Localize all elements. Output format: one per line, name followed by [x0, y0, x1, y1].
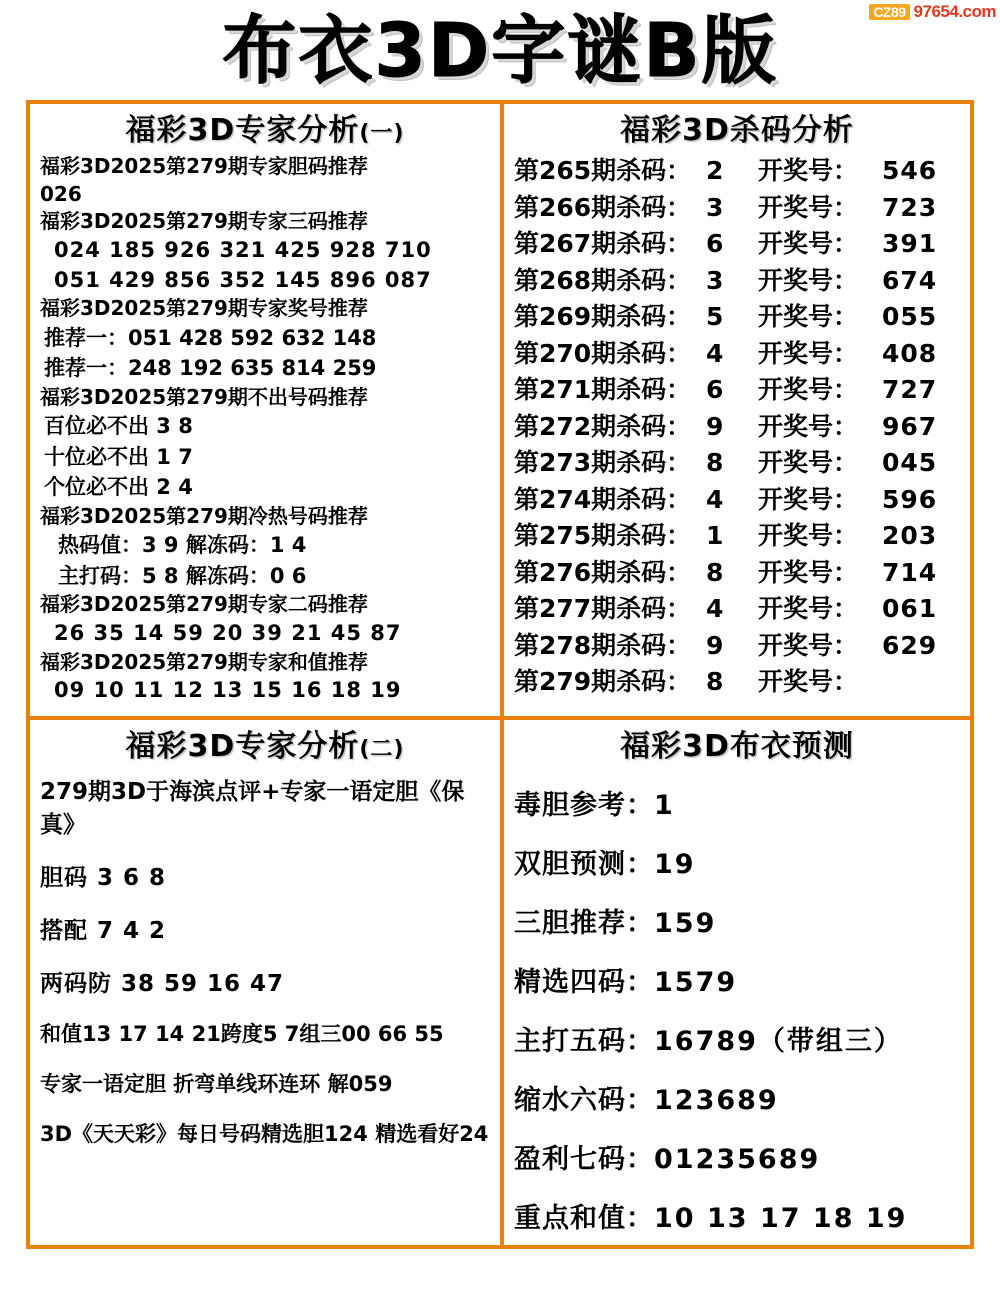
kill-period-label: 第276期杀码： — [514, 557, 692, 587]
open-number: 674 — [882, 265, 938, 295]
panel1-exclude-units: 个位必不出 2 4 — [44, 475, 193, 500]
panel3-line-1: 279期3D于海滨点评+专家一语定胆《保真》 — [40, 779, 465, 839]
table-row — [514, 299, 960, 336]
table-row — [514, 372, 960, 409]
watermark-tag: CZ89 — [869, 4, 909, 20]
panel3-daily-pick: 3D《天天彩》每日号码精选胆124 精选看好24 — [40, 1122, 489, 1147]
panel1-sum-recommend: 09 10 11 12 13 15 16 18 19 — [54, 678, 402, 703]
prediction-key: 缩水六码： — [514, 1085, 654, 1117]
watermark — [869, 2, 996, 22]
kill-value: 3 — [706, 265, 724, 295]
prediction-key: 主打五码： — [514, 1026, 654, 1058]
kill-value: 4 — [706, 484, 724, 514]
table-row — [514, 628, 960, 665]
kill-code-list — [514, 153, 960, 701]
open-label: 开奖号： — [758, 156, 859, 185]
panel3-title-text: 福彩3D专家分析 — [125, 729, 360, 765]
kill-value: 8 — [706, 557, 724, 587]
open-number: 546 — [882, 156, 938, 185]
panel3-title — [40, 730, 490, 763]
open-number: 391 — [882, 229, 938, 258]
kill-period-label: 第279期杀码： — [514, 667, 692, 696]
page-title: 布衣3D字谜B版 — [222, 8, 778, 94]
prediction-row — [514, 960, 960, 999]
open-number: 055 — [882, 302, 938, 331]
kill-period-label: 第265期杀码： — [514, 156, 692, 185]
table-row — [514, 409, 960, 446]
panel3-dan-code: 胆码 3 6 8 — [40, 865, 167, 892]
prediction-value: 19 — [654, 849, 696, 881]
kill-period-label: 第266期杀码： — [514, 192, 692, 222]
open-number: 045 — [882, 448, 938, 477]
prediction-row — [514, 901, 960, 940]
open-number: 727 — [882, 375, 938, 404]
open-number: 061 — [882, 594, 938, 623]
panel1-title-suffix: (一) — [359, 121, 405, 146]
panel1-exclude-tens: 十位必不出 1 7 — [44, 444, 193, 469]
kill-value: 9 — [706, 630, 724, 660]
panel3-expert-riddle: 专家一语定胆 折弯单线环连环 解059 — [40, 1072, 393, 1097]
open-label: 开奖号： — [758, 338, 859, 368]
kill-period-label: 第272期杀码： — [514, 411, 692, 441]
panel1-three-code-row-1: 024 185 926 321 425 928 710 — [54, 237, 432, 262]
panel1-lead-6: 福彩3D2025第279期专家二码推荐 — [40, 592, 368, 617]
open-label: 开奖号： — [758, 484, 859, 514]
prediction-key: 毒胆参考： — [514, 790, 654, 822]
panel-buyi-prediction — [504, 720, 970, 1245]
panel-kill-code-analysis — [504, 104, 970, 720]
kill-value: 9 — [706, 411, 724, 441]
table-row — [514, 153, 960, 190]
panel-expert-analysis-2 — [30, 720, 504, 1245]
panel1-lead-2: 福彩3D2025第279期专家三码推荐 — [40, 209, 368, 234]
prediction-key: 盈利七码： — [514, 1144, 654, 1176]
prediction-row — [514, 1196, 960, 1235]
open-label: 开奖号： — [758, 594, 859, 623]
watermark-url: 97654.com — [913, 2, 996, 21]
open-number: 203 — [882, 521, 938, 550]
table-row — [514, 591, 960, 628]
open-label: 开奖号： — [758, 229, 859, 258]
prediction-value: 01235689 — [654, 1144, 821, 1176]
open-number: 967 — [882, 411, 938, 441]
panel1-title — [40, 114, 490, 147]
prediction-value: 10 13 17 18 19 — [654, 1203, 908, 1235]
kill-period-label: 第269期杀码： — [514, 302, 692, 331]
panel2-title: 福彩3D杀码分析 — [620, 113, 854, 148]
table-row — [514, 664, 960, 701]
prediction-value: 159 — [654, 908, 717, 940]
panel1-two-code: 26 35 14 59 20 39 21 45 87 — [54, 620, 402, 645]
kill-value: 6 — [706, 229, 724, 258]
table-row — [514, 518, 960, 555]
panel1-hot-code: 热码值：3 9 解冻码：1 4 — [58, 533, 307, 558]
panel3-pair-code: 搭配 7 4 2 — [40, 918, 167, 945]
open-label: 开奖号： — [758, 265, 859, 295]
kill-period-label: 第268期杀码： — [514, 265, 692, 295]
kill-period-label: 第267期杀码： — [514, 229, 692, 258]
table-row — [514, 263, 960, 300]
panel1-lead-1: 福彩3D2025第279期专家胆码推荐 — [40, 154, 368, 178]
page-title-bar — [0, 0, 1000, 94]
prediction-value: 1 — [654, 790, 675, 822]
panel4-title: 福彩3D布衣预测 — [620, 729, 854, 765]
panel-expert-analysis-1 — [30, 104, 504, 720]
open-number: 408 — [882, 338, 938, 368]
content-grid — [26, 100, 974, 1249]
panel1-exclude-hundreds: 百位必不出 3 8 — [44, 414, 193, 439]
kill-value: 1 — [706, 521, 724, 550]
kill-period-label: 第277期杀码： — [514, 594, 692, 623]
panel1-lead-4: 福彩3D2025第279期不出号码推荐 — [40, 384, 368, 409]
kill-period-label: 第271期杀码： — [514, 375, 692, 404]
kill-period-label: 第275期杀码： — [514, 521, 692, 550]
panel1-lead-3: 福彩3D2025第279期专家奖号推荐 — [40, 296, 368, 321]
prediction-row — [514, 1078, 960, 1117]
table-row — [514, 190, 960, 227]
kill-value: 2 — [706, 156, 724, 185]
kill-value: 8 — [706, 448, 724, 477]
kill-value: 3 — [706, 192, 724, 222]
kill-period-label: 第273期杀码： — [514, 448, 692, 477]
open-label: 开奖号： — [758, 557, 859, 587]
table-row — [514, 226, 960, 263]
open-label: 开奖号： — [758, 630, 859, 660]
kill-value: 5 — [706, 302, 724, 331]
prediction-row — [514, 1019, 960, 1058]
open-number: 596 — [882, 484, 938, 514]
panel3-two-code-defense: 两码防 38 59 16 47 — [40, 971, 285, 998]
panel1-lead-5: 福彩3D2025第279期冷热号码推荐 — [40, 503, 368, 528]
prediction-key: 三胆推荐： — [514, 908, 654, 940]
prediction-row — [514, 783, 960, 822]
open-label: 开奖号： — [758, 448, 859, 477]
prediction-value: 123689 — [654, 1085, 779, 1117]
prediction-key: 双胆预测： — [514, 849, 654, 881]
kill-period-label: 第270期杀码： — [514, 338, 692, 368]
open-label: 开奖号： — [758, 375, 859, 404]
prediction-key: 精选四码： — [514, 967, 654, 999]
prediction-key: 重点和值： — [514, 1203, 654, 1235]
table-row — [514, 482, 960, 519]
panel1-title-text: 福彩3D专家分析 — [125, 113, 360, 148]
open-label: 开奖号： — [758, 411, 859, 441]
prediction-row — [514, 842, 960, 881]
kill-value: 8 — [706, 667, 724, 696]
panel1-three-code-row-2: 051 429 856 352 145 896 087 — [54, 267, 432, 292]
panel3-title-suffix: (二) — [359, 737, 405, 763]
open-label: 开奖号： — [758, 521, 859, 550]
kill-value: 4 — [706, 338, 724, 368]
kill-period-label: 第274期杀码： — [514, 484, 692, 514]
kill-value: 6 — [706, 375, 724, 404]
prediction-value: 1579 — [654, 967, 738, 999]
table-row — [514, 445, 960, 482]
prediction-value: 16789（带组三） — [654, 1026, 903, 1058]
open-number: 629 — [882, 630, 938, 660]
table-row — [514, 555, 960, 592]
open-number: 714 — [882, 557, 938, 587]
kill-value: 4 — [706, 594, 724, 623]
table-row — [514, 336, 960, 373]
panel1-main-code: 主打码：5 8 解冻码：0 6 — [58, 563, 307, 588]
open-number: 723 — [882, 192, 938, 222]
panel1-lead-7: 福彩3D2025第279期专家和值推荐 — [40, 649, 368, 674]
panel1-recommend-2: 推荐一：248 192 635 814 259 — [44, 356, 377, 381]
panel3-sum-span-group: 和值13 17 14 21跨度5 7组三00 66 55 — [40, 1022, 444, 1047]
panel1-lead-1-value: 026 — [40, 181, 82, 206]
kill-period-label: 第278期杀码： — [514, 630, 692, 660]
open-label: 开奖号： — [758, 302, 859, 331]
prediction-row — [514, 1137, 960, 1176]
panel1-recommend-1: 推荐一：051 428 592 632 148 — [44, 326, 377, 350]
open-label: 开奖号： — [758, 667, 859, 696]
open-label: 开奖号： — [758, 192, 859, 222]
